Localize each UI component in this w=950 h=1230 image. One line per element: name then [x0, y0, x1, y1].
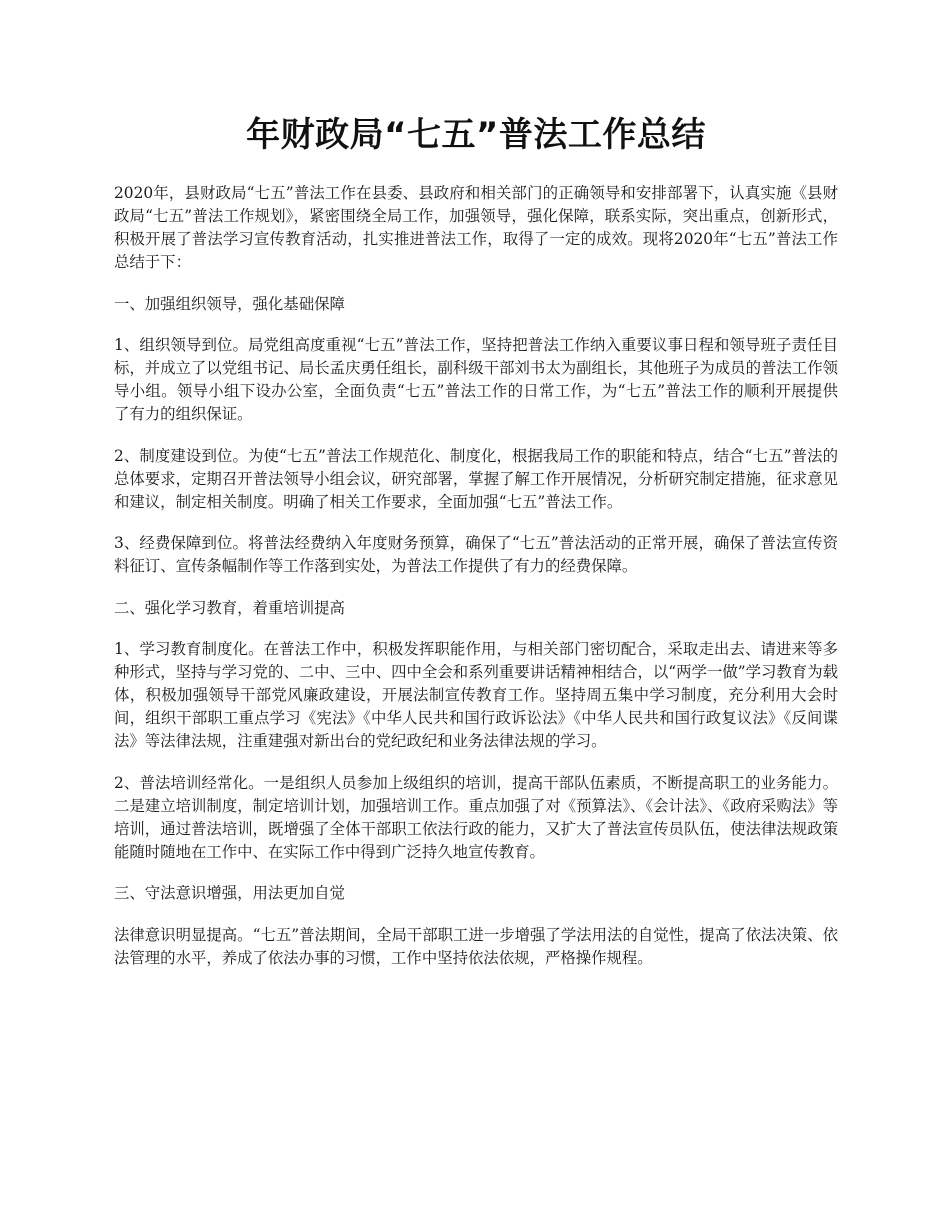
- document-title: 年财政局“七五”普法工作总结: [246, 115, 706, 155]
- section-1-paragraph-3: 3、经费保障到位。将普法经费纳入年度财务预算，确保了“七五”普法活动的正常开展，确保了普法宣传资料征订、宣传条幅制作等工作落到实处，为普法工作提供了有力的经费保障。: [114, 534, 838, 575]
- section-3-paragraph-1: 法律意识明显提高。“七五”普法期间，全局干部职工进一步增强了学法用法的自觉性，提高了依法决策、依法管理的水平，养成了依法办事的习惯，工作中坚持依法依规，严格操作规程。: [114, 925, 838, 967]
- section-1-paragraph-2: 2、制度建设到位。为使“七五”普法工作规范化、制度化，根据我局工作的职能和特点，结合“七五”普法的总体要求，定期召开普法领导小组会议，研究部署，掌握了解工作开展情况，分析研究制定措施，征求意见和建议，制定相关制度。明确了相关工作要求，全面加强“七五”普法工作。: [114, 446, 838, 511]
- section-1-heading: 一、加强组织领导，强化基础保障: [114, 294, 345, 313]
- section-2-heading: 二、强化学习教育，着重培训提高: [114, 598, 345, 617]
- section-2-paragraph-1: 1、学习教育制度化。在普法工作中，积极发挥职能作用，与相关部门密切配合，采取走出去、请进来等多种形式，坚持与学习党的、二中、三中、四中全会和系列重要讲话精神相结合，以“两学一做”学习教育为载体，积极加强领导干部党风廉政建设，开展法制宣传教育工作。坚持周五集中学习制度，充分利用大会时间，组织干部职工重点学习《宪法》《中华人民共和国行政诉讼法》《中华人民共和国行政复议法》《反间谍法》等法律法规，注重建强对新出台的党纪政纪和业务法律法规的学习。: [114, 640, 838, 750]
- document-page: [114, 110, 838, 988]
- intro-paragraph: 2020年，县财政局“七五”普法工作在县委、县政府和相关部门的正确领导和安排部署下，认真实施《县财政局“七五”普法工作规划》，紧密围绕全局工作，加强领导，强化保障，联系实际，突出重点，创新形式，积极开展了普法学习宣传教育活动，扎实推进普法工作，取得了一定的成效。现将2020年“七五”普法工作总结于下：: [114, 184, 838, 271]
- section-1-paragraph-1: 1、组织领导到位。局党组高度重视“七五”普法工作，坚持把普法工作纳入重要议事日程和领导班子责任目标，并成立了以党组书记、局长孟庆勇任组长，副科级干部刘书太为副组长，其他班子为成员的普法工作领导小组。领导小组下设办公室，全面负责“七五”普法工作的日常工作，为“七五”普法工作的顺利开展提供了有力的组织保证。: [114, 336, 838, 423]
- section-3-heading: 三、守法意识增强，用法更加自觉: [114, 884, 345, 902]
- section-2-paragraph-2: 2、普法培训经常化。一是组织人员参加上级组织的培训，提高干部队伍素质，不断提高职工的业务能力。二是建立培训制度，制定培训计划，加强培训工作。重点加强了对《预算法》、《会计法》、《政府采购法》等培训，通过普法培训，既增强了全体干部职工依法行政的能力，又扩大了普法宣传员队伍，使法律法规政策能随时随地在工作中、在实际工作中得到广泛持久地宣传教育。: [114, 773, 838, 861]
